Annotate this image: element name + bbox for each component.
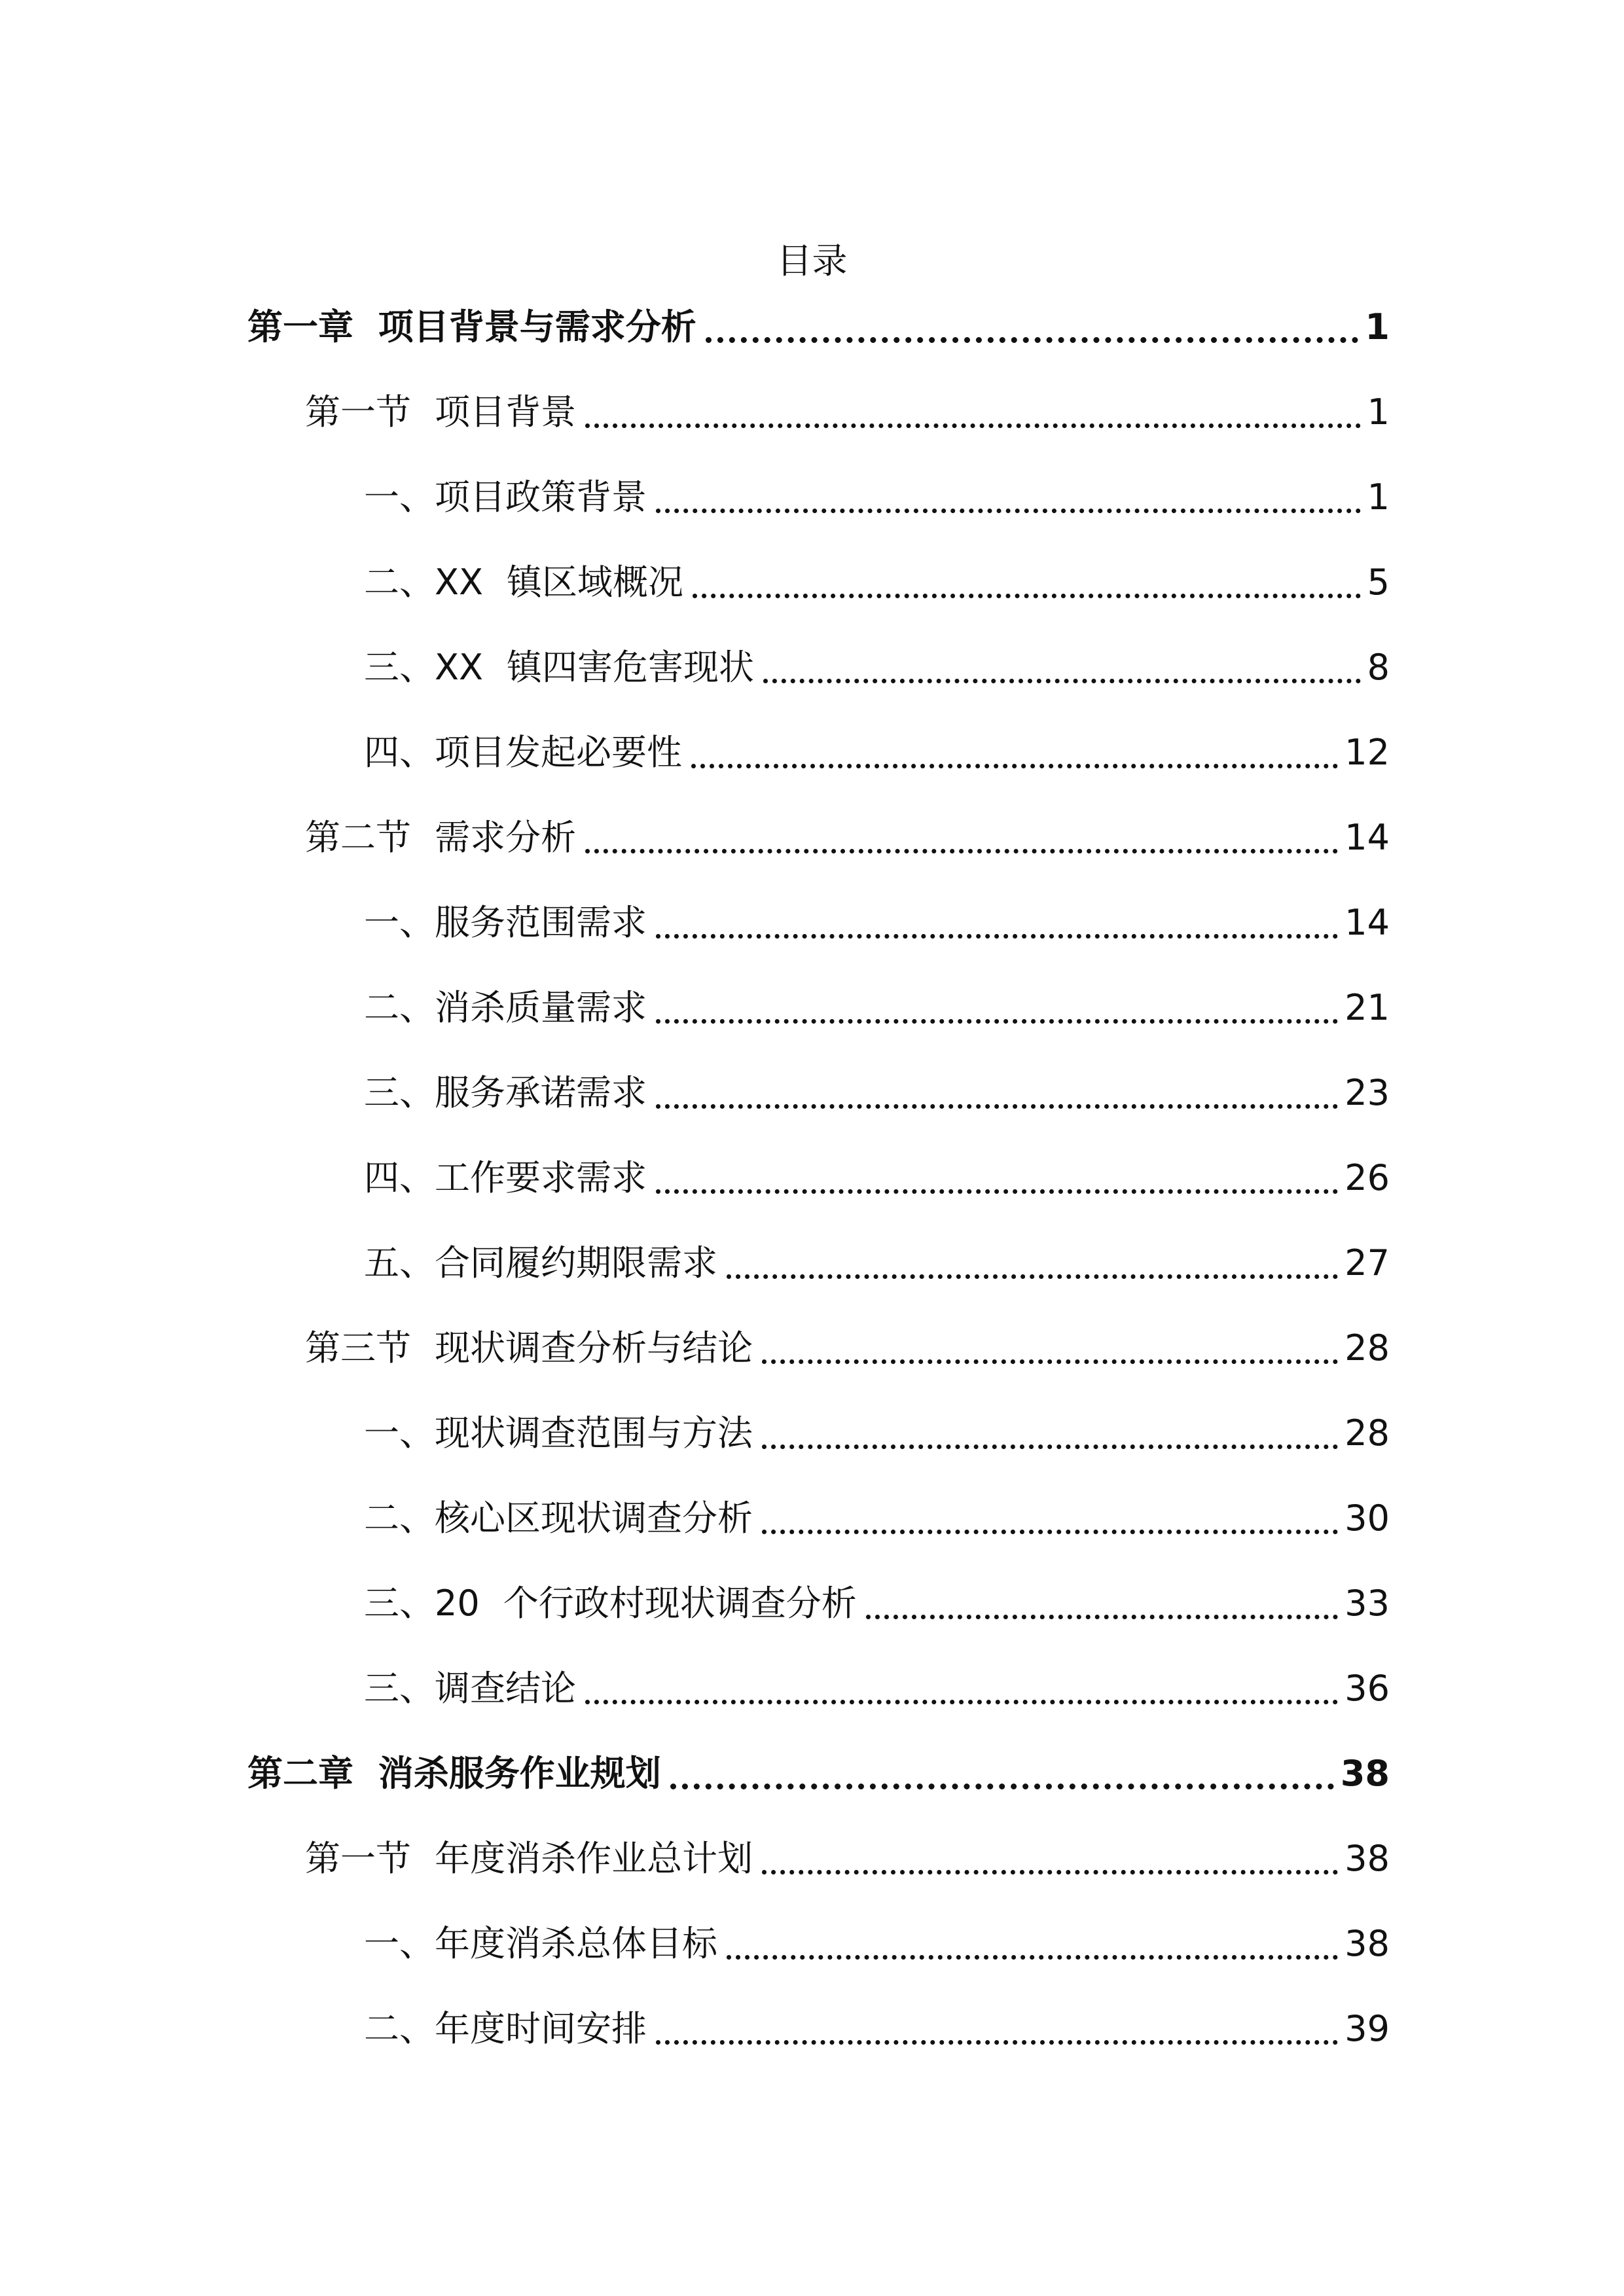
toc-entry-label: 四、项目发起必要性 bbox=[364, 732, 682, 773]
toc-entry-subsection[interactable] bbox=[364, 465, 1390, 530]
toc-dot-leader bbox=[656, 1189, 1338, 1194]
toc-dot-leader bbox=[706, 337, 1359, 343]
toc-dot-leader bbox=[691, 764, 1338, 768]
toc-entry-page-number: 39 bbox=[1344, 2008, 1390, 2049]
toc-entry-subsection[interactable] bbox=[364, 550, 1390, 615]
toc-entry-label: 五、合同履约期限需求 bbox=[364, 1242, 717, 1283]
toc-entry-page-number: 1 bbox=[1365, 306, 1390, 348]
toc-entry-label: 二、核心区现状调查分析 bbox=[364, 1498, 753, 1539]
toc-entry-subsection[interactable] bbox=[364, 1656, 1390, 1721]
toc-entry-label: 三、20 个行政村现状调查分析 bbox=[364, 1583, 857, 1624]
toc-dot-leader bbox=[656, 1019, 1338, 1024]
toc-entry-subsection[interactable] bbox=[364, 1060, 1390, 1126]
toc-entry-label: 二、消杀质量需求 bbox=[364, 987, 647, 1028]
toc-dot-leader bbox=[762, 1359, 1338, 1364]
toc-entry-label: 第一章 项目背景与需求分析 bbox=[247, 306, 696, 348]
toc-dot-leader bbox=[693, 594, 1361, 598]
toc-entry-chapter-2[interactable] bbox=[247, 1741, 1390, 1806]
toc-entry-label: 四、工作要求需求 bbox=[364, 1157, 647, 1198]
toc-entry-page-number: 12 bbox=[1344, 732, 1390, 773]
toc-entry-page-number: 14 bbox=[1344, 902, 1390, 943]
toc-entry-page-number: 38 bbox=[1340, 1753, 1390, 1794]
toc-entry-page-number: 14 bbox=[1344, 817, 1390, 858]
toc-entry-subsection[interactable] bbox=[364, 1145, 1390, 1211]
toc-entry-page-number: 38 bbox=[1344, 1923, 1390, 1964]
toc-entry-label: 第一节 年度消杀作业总计划 bbox=[305, 1838, 753, 1879]
toc-entry-label: 一、年度消杀总体目标 bbox=[364, 1923, 717, 1964]
toc-dot-leader bbox=[762, 1444, 1338, 1449]
toc-dot-leader bbox=[763, 679, 1361, 683]
toc-entry-page-number: 27 bbox=[1344, 1242, 1390, 1283]
toc-entry-label: 三、服务承诺需求 bbox=[364, 1072, 647, 1113]
toc-entry-page-number: 28 bbox=[1344, 1412, 1390, 1454]
toc-entry-page-number: 33 bbox=[1344, 1583, 1390, 1624]
toc-dot-leader bbox=[656, 509, 1361, 513]
toc-entry-section[interactable] bbox=[305, 380, 1390, 445]
toc-entry-subsection[interactable] bbox=[364, 635, 1390, 700]
toc-dot-leader bbox=[585, 849, 1338, 853]
toc-entry-label: 二、XX 镇区域概况 bbox=[364, 562, 684, 603]
toc-dot-leader bbox=[585, 1700, 1338, 1704]
toc-entry-label: 三、调查结论 bbox=[364, 1668, 576, 1709]
toc-entry-page-number: 8 bbox=[1367, 647, 1390, 688]
toc-entry-page-number: 30 bbox=[1344, 1498, 1390, 1539]
toc-entry-subsection[interactable] bbox=[364, 1571, 1390, 1636]
toc-entry-subsection[interactable] bbox=[364, 975, 1390, 1041]
toc-entry-section[interactable] bbox=[305, 805, 1390, 870]
toc-entry-chapter-1[interactable] bbox=[247, 295, 1390, 360]
toc-entry-page-number: 38 bbox=[1344, 1838, 1390, 1879]
toc-entry-page-number: 36 bbox=[1344, 1668, 1390, 1709]
toc-entry-subsection[interactable] bbox=[364, 1996, 1390, 2062]
toc-entry-page-number: 28 bbox=[1344, 1327, 1390, 1369]
toc-entry-subsection[interactable] bbox=[364, 890, 1390, 956]
toc-entry-label: 一、服务范围需求 bbox=[364, 902, 647, 943]
toc-entry-subsection[interactable] bbox=[364, 1401, 1390, 1466]
toc-entry-label: 第二节 需求分析 bbox=[305, 817, 577, 858]
toc-entry-label: 第二章 消杀服务作业规划 bbox=[247, 1753, 661, 1794]
toc-dot-leader bbox=[670, 1784, 1334, 1789]
toc-dot-leader bbox=[727, 1955, 1338, 1960]
toc-entry-page-number: 5 bbox=[1367, 562, 1390, 603]
toc-entry-label: 第三节 现状调查分析与结论 bbox=[305, 1327, 753, 1369]
toc-dot-leader bbox=[585, 423, 1361, 428]
toc-entry-page-number: 1 bbox=[1367, 391, 1390, 433]
toc-entry-subsection[interactable] bbox=[364, 1486, 1390, 1551]
toc-entry-label: 三、XX 镇四害危害现状 bbox=[364, 647, 755, 688]
toc-entry-page-number: 26 bbox=[1344, 1157, 1390, 1198]
toc-dot-leader bbox=[656, 1104, 1338, 1109]
toc-entry-page-number: 21 bbox=[1344, 987, 1390, 1028]
toc-entry-subsection[interactable] bbox=[364, 1911, 1390, 1977]
toc-entry-section[interactable] bbox=[305, 1826, 1390, 1892]
toc-entry-subsection[interactable] bbox=[364, 720, 1390, 785]
toc-title: 目录 bbox=[776, 240, 848, 282]
toc-dot-leader bbox=[866, 1615, 1339, 1619]
toc-dot-leader bbox=[762, 1530, 1338, 1534]
toc-dot-leader bbox=[656, 2040, 1338, 2045]
toc-entry-page-number: 1 bbox=[1367, 476, 1390, 518]
toc-entry-label: 第一节 项目背景 bbox=[305, 391, 577, 433]
toc-entry-page-number: 23 bbox=[1344, 1072, 1390, 1113]
toc-entry-section[interactable] bbox=[305, 1316, 1390, 1381]
toc-dot-leader bbox=[656, 934, 1338, 939]
toc-entry-subsection[interactable] bbox=[364, 1230, 1390, 1296]
toc-entry-label: 一、现状调查范围与方法 bbox=[364, 1412, 753, 1454]
toc-entry-label: 二、年度时间安排 bbox=[364, 2008, 647, 2049]
toc-entry-label: 一、项目政策背景 bbox=[364, 476, 647, 518]
toc-dot-leader bbox=[727, 1274, 1338, 1279]
toc-dot-leader bbox=[762, 1870, 1338, 1874]
